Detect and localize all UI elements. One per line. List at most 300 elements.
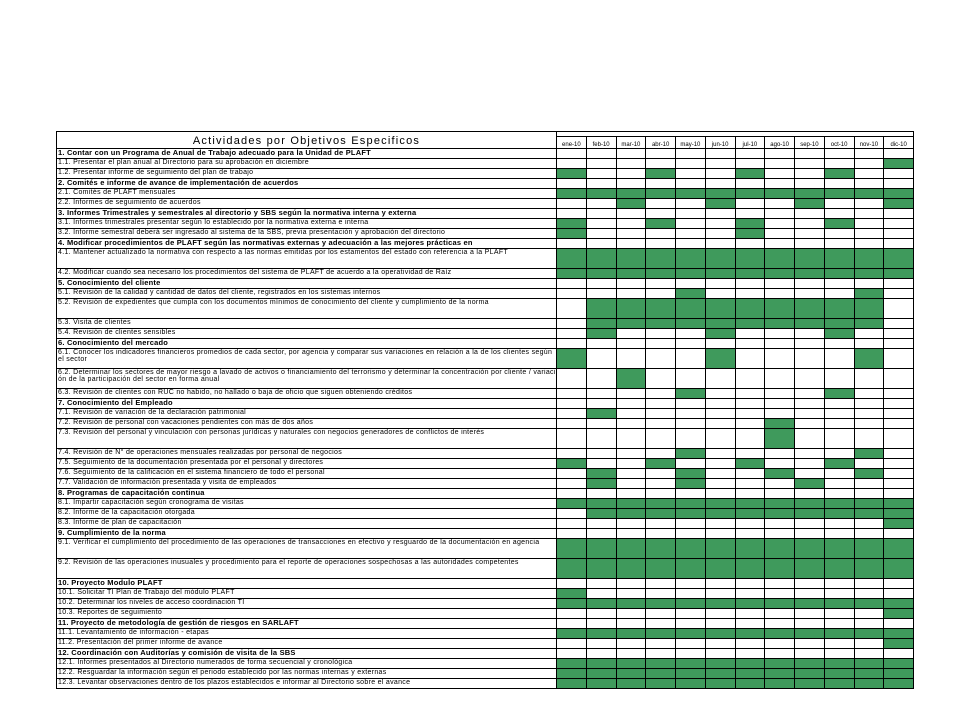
schedule-cell-ene-10-empty xyxy=(557,209,587,219)
schedule-cell-oct-10-empty xyxy=(824,229,854,239)
activity-row xyxy=(57,409,914,419)
schedule-cell-mar-10-empty xyxy=(616,459,646,469)
schedule-cell-ene-10-active xyxy=(557,269,587,279)
schedule-cell-jun-10-active xyxy=(705,329,735,339)
schedule-cell-abr-10-empty xyxy=(646,409,676,419)
schedule-cell-dic-10-empty xyxy=(884,409,914,419)
schedule-cell-nov-10-empty xyxy=(854,639,884,649)
schedule-cell-jun-10-empty xyxy=(705,469,735,479)
schedule-cell-sep-10-active xyxy=(795,659,825,669)
schedule-cell-feb-10-active xyxy=(586,249,616,269)
schedule-cell-nov-10-empty xyxy=(854,199,884,209)
schedule-cell-sep-10-empty xyxy=(795,399,825,409)
schedule-cell-oct-10-empty xyxy=(824,409,854,419)
schedule-cell-nov-10-empty xyxy=(854,409,884,419)
schedule-cell-ene-10-active xyxy=(557,249,587,269)
schedule-cell-abr-10-active xyxy=(646,659,676,669)
schedule-cell-jul-10-active xyxy=(735,459,765,469)
schedule-cell-sep-10-active xyxy=(795,189,825,199)
schedule-cell-ago-10-empty xyxy=(765,459,795,469)
objective-title: 5. Conocimiento del cliente xyxy=(57,279,557,289)
schedule-cell-feb-10-active xyxy=(586,559,616,579)
schedule-cell-nov-10-empty xyxy=(854,229,884,239)
schedule-cell-dic-10-empty xyxy=(884,619,914,629)
schedule-cell-mar-10-empty xyxy=(616,339,646,349)
schedule-cell-abr-10-active xyxy=(646,459,676,469)
schedule-cell-ago-10-active xyxy=(765,559,795,579)
schedule-cell-jul-10-empty xyxy=(735,589,765,599)
schedule-cell-ene-10-empty xyxy=(557,389,587,399)
schedule-cell-ene-10-active xyxy=(557,669,587,679)
schedule-cell-sep-10-active xyxy=(795,509,825,519)
section-row xyxy=(57,489,914,499)
month-header-jun-10: jun-10 xyxy=(705,137,735,149)
schedule-cell-feb-10-empty xyxy=(586,149,616,159)
schedule-cell-sep-10-empty xyxy=(795,229,825,239)
schedule-cell-oct-10-active xyxy=(824,299,854,319)
schedule-cell-may-10-active xyxy=(676,319,706,329)
schedule-cell-oct-10-empty xyxy=(824,489,854,499)
activity-label: 3.1. Informes trimestrales presentar según lo establecido por la normativa externa e interna xyxy=(57,219,557,229)
schedule-cell-abr-10-empty xyxy=(646,619,676,629)
schedule-cell-jul-10-empty xyxy=(735,289,765,299)
schedule-cell-mar-10-empty xyxy=(616,449,646,459)
schedule-cell-oct-10-active xyxy=(824,319,854,329)
schedule-cell-mar-10-active xyxy=(616,659,646,669)
schedule-cell-abr-10-empty xyxy=(646,529,676,539)
activity-row xyxy=(57,609,914,619)
schedule-cell-abr-10-active xyxy=(646,219,676,229)
schedule-cell-oct-10-empty xyxy=(824,209,854,219)
schedule-cell-jul-10-empty xyxy=(735,199,765,209)
activity-label: 11.1. Levantamiento de información - etapas xyxy=(57,629,557,639)
schedule-cell-abr-10-empty xyxy=(646,239,676,249)
schedule-cell-nov-10-active xyxy=(854,559,884,579)
schedule-cell-jun-10-empty xyxy=(705,529,735,539)
schedule-cell-jul-10-active xyxy=(735,629,765,639)
activity-label: 7.1. Revisión de variación de la declaración patrimonial xyxy=(57,409,557,419)
schedule-cell-jun-10-empty xyxy=(705,179,735,189)
schedule-cell-abr-10-active xyxy=(646,679,676,689)
schedule-cell-oct-10-empty xyxy=(824,519,854,529)
schedule-cell-ene-10-empty xyxy=(557,369,587,389)
schedule-cell-mar-10-empty xyxy=(616,149,646,159)
schedule-cell-may-10-active xyxy=(676,539,706,559)
schedule-cell-ago-10-active xyxy=(765,509,795,519)
schedule-cell-nov-10-active xyxy=(854,679,884,689)
activity-label: 10.3. Reportes de seguimiento xyxy=(57,609,557,619)
schedule-cell-abr-10-empty xyxy=(646,399,676,409)
schedule-cell-sep-10-empty xyxy=(795,159,825,169)
schedule-cell-oct-10-active xyxy=(824,189,854,199)
schedule-cell-ene-10-active xyxy=(557,229,587,239)
activity-row xyxy=(57,559,914,579)
schedule-cell-may-10-empty xyxy=(676,619,706,629)
schedule-cell-sep-10-active xyxy=(795,479,825,489)
section-row xyxy=(57,619,914,629)
schedule-cell-feb-10-active xyxy=(586,469,616,479)
schedule-cell-ene-10-empty xyxy=(557,469,587,479)
activity-row xyxy=(57,669,914,679)
schedule-cell-ene-10-empty xyxy=(557,329,587,339)
schedule-cell-dic-10-empty xyxy=(884,369,914,389)
schedule-cell-ene-10-empty xyxy=(557,299,587,319)
schedule-cell-nov-10-active xyxy=(854,669,884,679)
activity-row xyxy=(57,499,914,509)
section-row xyxy=(57,149,914,159)
schedule-cell-may-10-active xyxy=(676,559,706,579)
schedule-cell-abr-10-active xyxy=(646,189,676,199)
schedule-cell-abr-10-active xyxy=(646,249,676,269)
schedule-cell-oct-10-active xyxy=(824,679,854,689)
activity-row xyxy=(57,509,914,519)
activity-row xyxy=(57,229,914,239)
schedule-cell-jun-10-active xyxy=(705,349,735,369)
schedule-cell-sep-10-empty xyxy=(795,239,825,249)
activity-label: 6.1. Conocer los indicadores financieros promedios de cada sector, por agencia y comparar sus variaciones en relación a la de los clientes según el sector xyxy=(57,349,557,369)
schedule-cell-ago-10-empty xyxy=(765,169,795,179)
activity-row xyxy=(57,249,914,269)
schedule-cell-sep-10-empty xyxy=(795,459,825,469)
schedule-cell-ago-10-empty xyxy=(765,409,795,419)
schedule-cell-sep-10-active xyxy=(795,319,825,329)
schedule-cell-may-10-active xyxy=(676,669,706,679)
activity-row xyxy=(57,429,914,449)
schedule-cell-mar-10-empty xyxy=(616,639,646,649)
schedule-cell-oct-10-empty xyxy=(824,639,854,649)
schedule-cell-ene-10-active xyxy=(557,499,587,509)
schedule-cell-nov-10-active xyxy=(854,299,884,319)
schedule-cell-feb-10-active xyxy=(586,409,616,419)
schedule-cell-abr-10-empty xyxy=(646,449,676,459)
schedule-cell-jul-10-active xyxy=(735,219,765,229)
schedule-cell-abr-10-empty xyxy=(646,329,676,339)
schedule-cell-oct-10-empty xyxy=(824,289,854,299)
schedule-cell-feb-10-empty xyxy=(586,619,616,629)
schedule-cell-feb-10-empty xyxy=(586,239,616,249)
schedule-cell-sep-10-active xyxy=(795,199,825,209)
schedule-cell-mar-10-empty xyxy=(616,579,646,589)
schedule-cell-jun-10-active xyxy=(705,319,735,329)
activity-row xyxy=(57,219,914,229)
schedule-cell-may-10-empty xyxy=(676,239,706,249)
schedule-cell-feb-10-active xyxy=(586,599,616,609)
schedule-cell-ene-10-empty xyxy=(557,179,587,189)
schedule-cell-ago-10-empty xyxy=(765,349,795,369)
schedule-cell-sep-10-empty xyxy=(795,389,825,399)
month-header-feb-10: feb-10 xyxy=(586,137,616,149)
schedule-cell-oct-10-active xyxy=(824,329,854,339)
schedule-cell-ago-10-active xyxy=(765,679,795,689)
activity-label: 9.2. Revisión de las operaciones inusuales y procedimiento para el reporte de operaciones sospechosas a las autoridades competentes xyxy=(57,559,557,579)
schedule-cell-dic-10-empty xyxy=(884,149,914,159)
schedule-cell-jun-10-empty xyxy=(705,609,735,619)
schedule-cell-ago-10-active xyxy=(765,299,795,319)
schedule-cell-dic-10-empty xyxy=(884,489,914,499)
schedule-cell-may-10-empty xyxy=(676,369,706,389)
schedule-cell-mar-10-active xyxy=(616,539,646,559)
schedule-cell-jul-10-active xyxy=(735,299,765,319)
schedule-cell-may-10-empty xyxy=(676,339,706,349)
schedule-cell-oct-10-empty xyxy=(824,159,854,169)
schedule-cell-nov-10-empty xyxy=(854,179,884,189)
schedule-cell-mar-10-active xyxy=(616,249,646,269)
schedule-cell-feb-10-empty xyxy=(586,459,616,469)
schedule-cell-dic-10-active xyxy=(884,539,914,559)
section-row xyxy=(57,209,914,219)
schedule-cell-oct-10-empty xyxy=(824,399,854,409)
schedule-cell-abr-10-empty xyxy=(646,389,676,399)
activity-row xyxy=(57,329,914,339)
schedule-cell-sep-10-active xyxy=(795,249,825,269)
schedule-cell-jul-10-empty xyxy=(735,159,765,169)
schedule-cell-ene-10-empty xyxy=(557,579,587,589)
schedule-cell-ago-10-active xyxy=(765,629,795,639)
schedule-cell-dic-10-empty xyxy=(884,329,914,339)
schedule-cell-nov-10-empty xyxy=(854,159,884,169)
schedule-cell-jun-10-empty xyxy=(705,429,735,449)
schedule-cell-jul-10-empty xyxy=(735,149,765,159)
schedule-cell-sep-10-active xyxy=(795,539,825,559)
schedule-cell-ago-10-empty xyxy=(765,579,795,589)
schedule-cell-nov-10-empty xyxy=(854,429,884,449)
schedule-cell-may-10-empty xyxy=(676,519,706,529)
schedule-cell-jul-10-active xyxy=(735,669,765,679)
schedule-cell-jun-10-empty xyxy=(705,519,735,529)
schedule-cell-dic-10-empty xyxy=(884,459,914,469)
schedule-cell-dic-10-empty xyxy=(884,419,914,429)
schedule-cell-ago-10-empty xyxy=(765,609,795,619)
schedule-cell-sep-10-active xyxy=(795,499,825,509)
schedule-cell-ene-10-active xyxy=(557,349,587,369)
schedule-cell-may-10-active xyxy=(676,499,706,509)
schedule-cell-nov-10-empty xyxy=(854,589,884,599)
schedule-cell-jul-10-empty xyxy=(735,639,765,649)
schedule-cell-jul-10-empty xyxy=(735,619,765,629)
schedule-cell-dic-10-empty xyxy=(884,299,914,319)
schedule-cell-jul-10-empty xyxy=(735,409,765,419)
schedule-cell-jun-10-empty xyxy=(705,589,735,599)
activity-label: 7.4. Revisión de N° de operaciones mensuales realizadas por personal de negocios xyxy=(57,449,557,459)
schedule-cell-ago-10-empty xyxy=(765,639,795,649)
schedule-cell-ago-10-empty xyxy=(765,159,795,169)
schedule-cell-feb-10-empty xyxy=(586,369,616,389)
schedule-cell-sep-10-empty xyxy=(795,339,825,349)
schedule-cell-feb-10-empty xyxy=(586,349,616,369)
schedule-cell-nov-10-empty xyxy=(854,619,884,629)
schedule-cell-ago-10-empty xyxy=(765,619,795,629)
schedule-cell-feb-10-active xyxy=(586,509,616,519)
activity-label: 8.3. Informe de plan de capacitación xyxy=(57,519,557,529)
month-header-oct-10: oct-10 xyxy=(824,137,854,149)
activity-row xyxy=(57,369,914,389)
schedule-cell-ene-10-empty xyxy=(557,279,587,289)
schedule-cell-ago-10-empty xyxy=(765,479,795,489)
schedule-cell-ago-10-empty xyxy=(765,649,795,659)
schedule-cell-dic-10-active xyxy=(884,199,914,209)
schedule-cell-sep-10-empty xyxy=(795,529,825,539)
schedule-cell-ago-10-empty xyxy=(765,339,795,349)
schedule-cell-ene-10-empty xyxy=(557,239,587,249)
schedule-cell-sep-10-empty xyxy=(795,449,825,459)
activity-row xyxy=(57,289,914,299)
schedule-cell-oct-10-active xyxy=(824,499,854,509)
schedule-cell-feb-10-empty xyxy=(586,429,616,449)
schedule-cell-dic-10-empty xyxy=(884,219,914,229)
schedule-cell-ene-10-empty xyxy=(557,289,587,299)
schedule-cell-feb-10-empty xyxy=(586,489,616,499)
schedule-cell-jul-10-empty xyxy=(735,449,765,459)
schedule-cell-feb-10-empty xyxy=(586,519,616,529)
schedule-cell-mar-10-empty xyxy=(616,469,646,479)
schedule-cell-may-10-active xyxy=(676,509,706,519)
schedule-cell-jul-10-empty xyxy=(735,479,765,489)
schedule-cell-ene-10-active xyxy=(557,539,587,559)
activity-rows xyxy=(57,149,914,689)
schedule-cell-nov-10-empty xyxy=(854,279,884,289)
schedule-cell-oct-10-active xyxy=(824,599,854,609)
month-header-ene-10: ene-10 xyxy=(557,137,587,149)
activity-row xyxy=(57,459,914,469)
schedule-cell-nov-10-active xyxy=(854,659,884,669)
month-header-sep-10: sep-10 xyxy=(795,137,825,149)
schedule-cell-ene-10-empty xyxy=(557,429,587,449)
schedule-cell-jul-10-empty xyxy=(735,239,765,249)
schedule-cell-feb-10-empty xyxy=(586,649,616,659)
schedule-cell-mar-10-empty xyxy=(616,619,646,629)
schedule-cell-jun-10-empty xyxy=(705,229,735,239)
schedule-cell-mar-10-empty xyxy=(616,409,646,419)
schedule-cell-abr-10-active xyxy=(646,499,676,509)
schedule-cell-sep-10-empty xyxy=(795,489,825,499)
schedule-cell-feb-10-empty xyxy=(586,609,616,619)
schedule-cell-nov-10-active xyxy=(854,629,884,639)
schedule-cell-ago-10-active xyxy=(765,319,795,329)
schedule-cell-mar-10-active xyxy=(616,499,646,509)
schedule-cell-nov-10-active xyxy=(854,269,884,279)
schedule-cell-sep-10-empty xyxy=(795,329,825,339)
schedule-cell-oct-10-active xyxy=(824,219,854,229)
schedule-cell-sep-10-empty xyxy=(795,419,825,429)
schedule-cell-ene-10-active xyxy=(557,629,587,639)
schedule-cell-nov-10-active xyxy=(854,499,884,509)
schedule-cell-oct-10-empty xyxy=(824,149,854,159)
schedule-cell-jul-10-empty xyxy=(735,209,765,219)
schedule-cell-jun-10-empty xyxy=(705,409,735,419)
schedule-cell-nov-10-empty xyxy=(854,209,884,219)
schedule-cell-may-10-active xyxy=(676,249,706,269)
schedule-cell-feb-10-active xyxy=(586,329,616,339)
schedule-cell-ago-10-empty xyxy=(765,229,795,239)
schedule-cell-mar-10-active xyxy=(616,559,646,579)
schedule-cell-oct-10-active xyxy=(824,389,854,399)
activity-label: 10.2. Determinar los niveles de acceso coordinación TI xyxy=(57,599,557,609)
schedule-cell-jul-10-active xyxy=(735,269,765,279)
schedule-cell-nov-10-active xyxy=(854,189,884,199)
schedule-cell-feb-10-empty xyxy=(586,589,616,599)
schedule-cell-may-10-active xyxy=(676,269,706,279)
schedule-cell-ago-10-active xyxy=(765,599,795,609)
schedule-cell-ago-10-empty xyxy=(765,489,795,499)
schedule-cell-ene-10-empty xyxy=(557,479,587,489)
schedule-cell-abr-10-empty xyxy=(646,289,676,299)
schedule-cell-sep-10-empty xyxy=(795,429,825,449)
schedule-cell-sep-10-active xyxy=(795,269,825,279)
activity-row xyxy=(57,539,914,559)
schedule-cell-may-10-empty xyxy=(676,649,706,659)
schedule-cell-mar-10-empty xyxy=(616,239,646,249)
schedule-cell-oct-10-empty xyxy=(824,199,854,209)
schedule-cell-jul-10-active xyxy=(735,679,765,689)
schedule-cell-feb-10-active xyxy=(586,319,616,329)
schedule-cell-ago-10-empty xyxy=(765,399,795,409)
schedule-cell-ago-10-empty xyxy=(765,529,795,539)
schedule-cell-feb-10-active xyxy=(586,669,616,679)
schedule-cell-oct-10-empty xyxy=(824,239,854,249)
activity-row xyxy=(57,679,914,689)
section-row xyxy=(57,239,914,249)
schedule-cell-mar-10-active xyxy=(616,599,646,609)
schedule-cell-dic-10-empty xyxy=(884,529,914,539)
schedule-cell-ene-10-active xyxy=(557,189,587,199)
schedule-cell-sep-10-active xyxy=(795,669,825,679)
schedule-cell-jul-10-empty xyxy=(735,179,765,189)
schedule-cell-dic-10-empty xyxy=(884,589,914,599)
schedule-cell-ene-10-empty xyxy=(557,399,587,409)
schedule-cell-abr-10-active xyxy=(646,629,676,639)
activity-label: 6.3. Revisión de clientes con RUC no habido, no hallado o baja de oficio que siguen obteniendo créditos xyxy=(57,389,557,399)
schedule-cell-nov-10-empty xyxy=(854,369,884,389)
section-row xyxy=(57,529,914,539)
schedule-cell-mar-10-empty xyxy=(616,209,646,219)
schedule-cell-abr-10-empty xyxy=(646,149,676,159)
schedule-cell-ago-10-empty xyxy=(765,329,795,339)
schedule-cell-jun-10-active xyxy=(705,299,735,319)
schedule-cell-ene-10-empty xyxy=(557,449,587,459)
schedule-cell-mar-10-active xyxy=(616,509,646,519)
schedule-cell-nov-10-empty xyxy=(854,169,884,179)
schedule-cell-jul-10-empty xyxy=(735,489,765,499)
schedule-cell-dic-10-active xyxy=(884,659,914,669)
schedule-cell-abr-10-empty xyxy=(646,159,676,169)
schedule-cell-ene-10-empty xyxy=(557,649,587,659)
schedule-cell-abr-10-empty xyxy=(646,369,676,389)
schedule-cell-abr-10-empty xyxy=(646,649,676,659)
schedule-cell-mar-10-active xyxy=(616,189,646,199)
schedule-cell-jun-10-empty xyxy=(705,369,735,389)
schedule-cell-jun-10-empty xyxy=(705,639,735,649)
schedule-cell-abr-10-empty xyxy=(646,199,676,209)
schedule-cell-nov-10-active xyxy=(854,539,884,559)
schedule-cell-abr-10-empty xyxy=(646,229,676,239)
activity-label: 7.2. Revisión de personal con vacaciones pendientes con más de dos años xyxy=(57,419,557,429)
schedule-cell-ene-10-active xyxy=(557,589,587,599)
schedule-cell-abr-10-empty xyxy=(646,469,676,479)
objective-title: 8. Programas de capacitación continua xyxy=(57,489,557,499)
schedule-cell-mar-10-empty xyxy=(616,609,646,619)
schedule-cell-may-10-active xyxy=(676,599,706,609)
schedule-cell-may-10-empty xyxy=(676,399,706,409)
schedule-cell-sep-10-active xyxy=(795,599,825,609)
schedule-cell-jun-10-empty xyxy=(705,219,735,229)
month-header-abr-10: abr-10 xyxy=(646,137,676,149)
schedule-cell-may-10-empty xyxy=(676,149,706,159)
schedule-cell-mar-10-empty xyxy=(616,329,646,339)
schedule-cell-oct-10-empty xyxy=(824,279,854,289)
schedule-cell-feb-10-empty xyxy=(586,169,616,179)
schedule-cell-dic-10-active xyxy=(884,609,914,619)
schedule-cell-ago-10-active xyxy=(765,659,795,669)
